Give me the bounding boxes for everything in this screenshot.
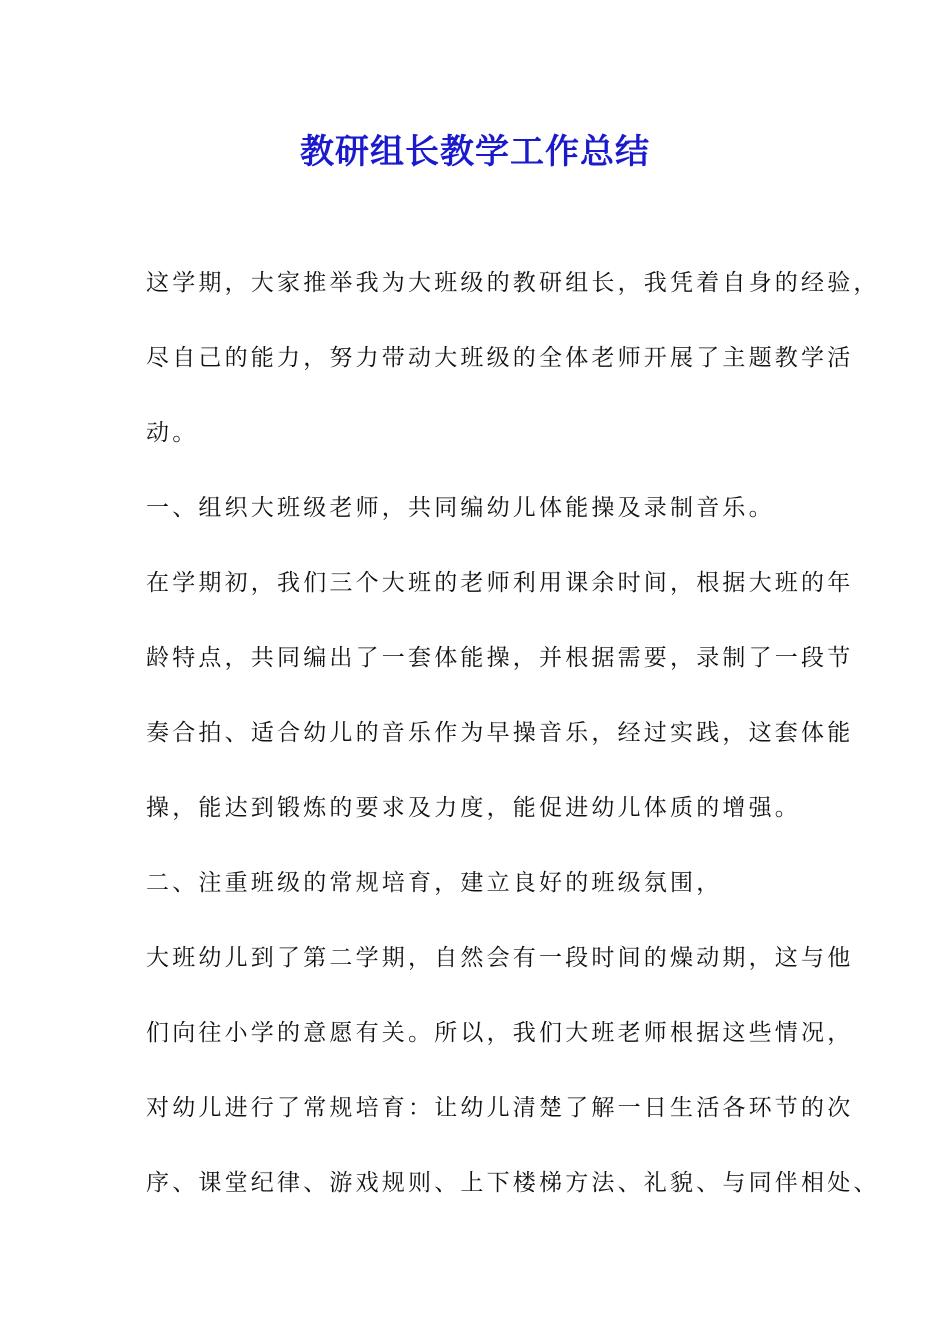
text-line: 动。 bbox=[146, 420, 199, 446]
text-line: 尽自己的能力，努力带动大班级的全体老师开展了主题教学活 bbox=[146, 345, 854, 371]
text-line: 序、课堂纪律、游戏规则、上下楼梯方法、礼貌、与同伴相处、 bbox=[146, 1170, 880, 1196]
text-line: 在学期初，我们三个大班的老师利用课余时间，根据大班的年 bbox=[146, 570, 854, 596]
text-line: 操，能达到锻炼的要求及力度，能促进幼儿体质的增强。 bbox=[146, 795, 801, 821]
section-heading: 一、组织大班级老师，共同编幼儿体能操及录制音乐。 bbox=[146, 495, 775, 521]
text-line: 们向往小学的意愿有关。所以，我们大班老师根据这些情况， bbox=[146, 1020, 854, 1046]
section-heading: 二、注重班级的常规培育，建立良好的班级氛围， bbox=[146, 870, 723, 896]
text-line: 龄特点，共同编出了一套体能操，并根据需要，录制了一段节 bbox=[146, 645, 854, 671]
document-title: 教研组长教学工作总结 bbox=[300, 132, 650, 172]
text-line: 这学期，大家推举我为大班级的教研组长，我凭着自身的经验， bbox=[146, 270, 880, 296]
text-line: 大班幼儿到了第二学期，自然会有一段时间的燥动期，这与他 bbox=[146, 945, 854, 971]
text-line: 奏合拍、适合幼儿的音乐作为早操音乐，经过实践，这套体能 bbox=[146, 720, 854, 746]
text-line: 对幼儿进行了常规培育：让幼儿清楚了解一日生活各环节的次 bbox=[146, 1095, 854, 1121]
